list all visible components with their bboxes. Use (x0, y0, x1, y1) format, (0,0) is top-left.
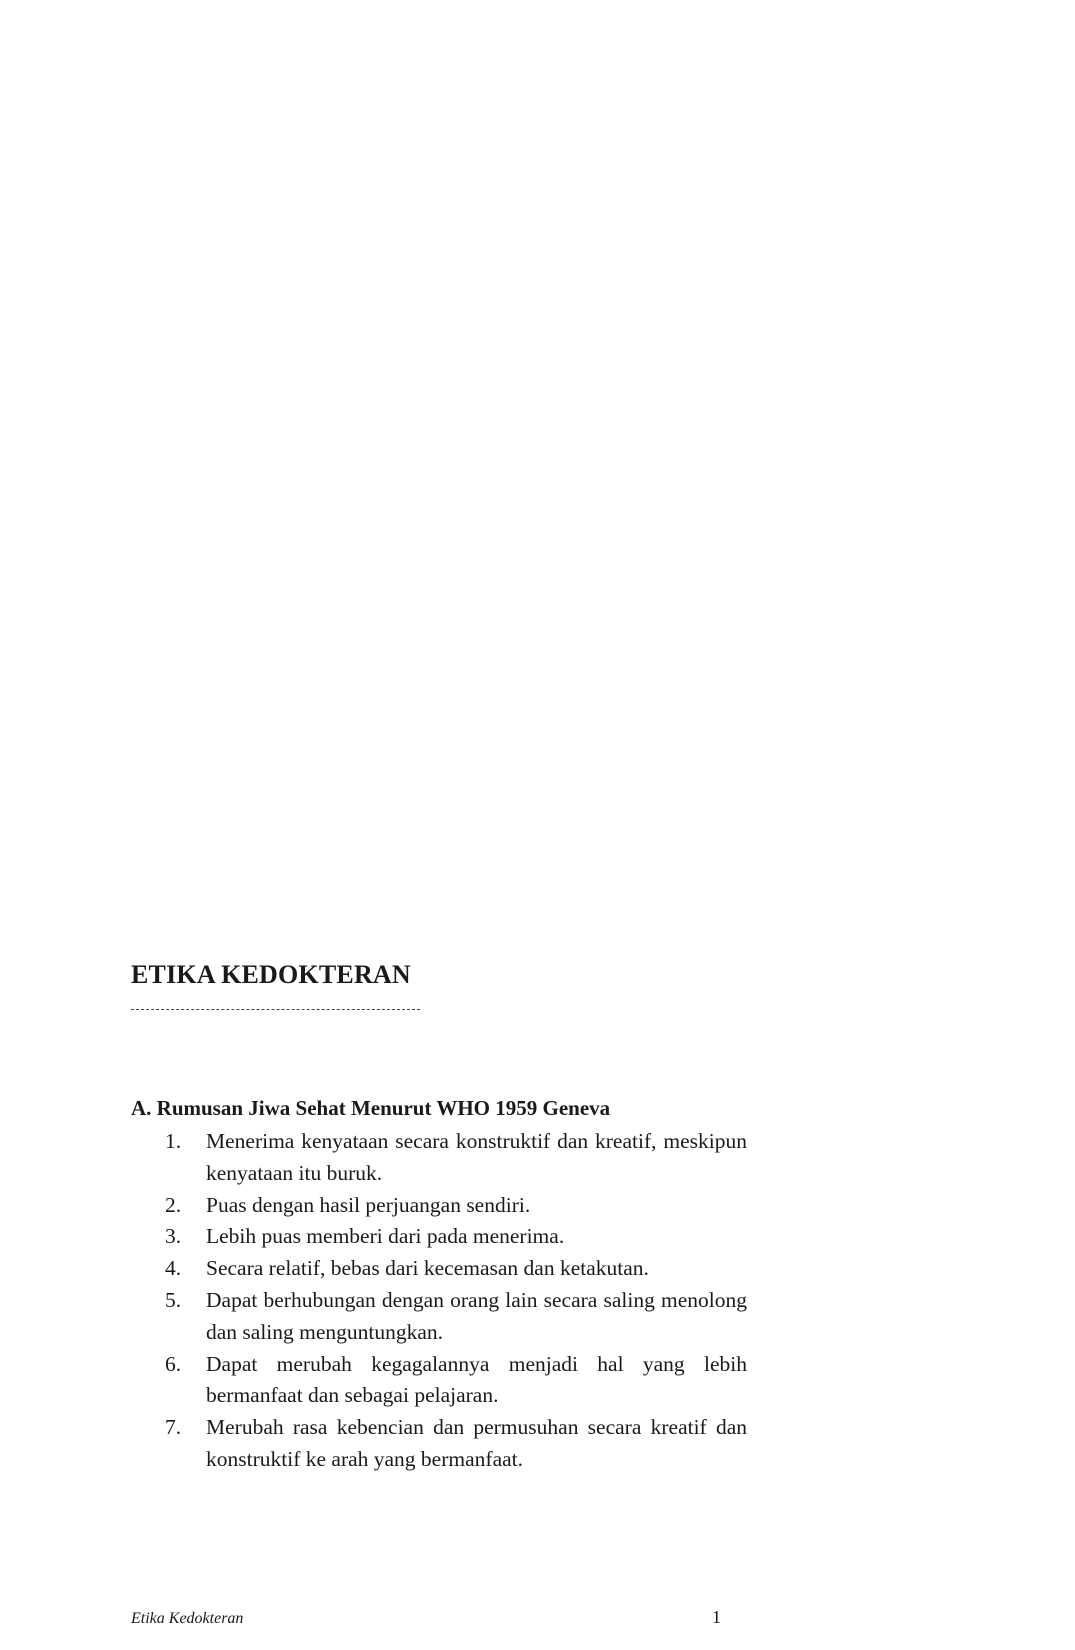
criteria-list (165, 1126, 747, 1476)
chapter-title: ETIKA KEDOKTERAN (131, 960, 411, 989)
list-item (165, 1190, 747, 1222)
list-item-number: 7. (165, 1415, 182, 1440)
title-dashed-rule (131, 1009, 420, 1010)
list-item-number: 2. (165, 1192, 182, 1217)
page-number: 1 (712, 1607, 721, 1627)
list-item-text: Merubah rasa kebencian dan permusuhan secara kreatif dan konstruktif ke arah yang bermanfaat. (206, 1415, 747, 1471)
footer-running-title: Etika Kedokteran (131, 1610, 244, 1627)
list-item-text: Lebih puas memberi dari pada menerima. (206, 1224, 565, 1249)
list-item (165, 1221, 747, 1253)
list-item-number: 6. (165, 1351, 182, 1376)
list-item-text: Menerima kenyataan secara konstruktif dan kreatif, meskipun kenyataan itu buruk. (206, 1129, 747, 1185)
list-item-text: Puas dengan hasil perjuangan sendiri. (206, 1192, 531, 1217)
list-item-number: 3. (165, 1224, 182, 1249)
list-item-number: 5. (165, 1287, 182, 1312)
list-item (165, 1285, 747, 1349)
section-heading: A. Rumusan Jiwa Sehat Menurut WHO 1959 Geneva (131, 1096, 611, 1120)
list-item-text: Secara relatif, bebas dari kecemasan dan ketakutan. (206, 1256, 649, 1281)
list-item (165, 1412, 747, 1476)
list-item (165, 1126, 747, 1190)
list-item (165, 1253, 747, 1285)
list-item (165, 1349, 747, 1413)
list-item-number: 4. (165, 1256, 182, 1281)
list-item-text: Dapat berhubungan dengan orang lain secara saling menolong dan saling menguntungkan. (206, 1287, 747, 1344)
list-item-text: Dapat merubah kegagalannya menjadi hal yang lebih bermanfaat dan sebagai pelajaran. (206, 1351, 747, 1408)
list-item-number: 1. (165, 1129, 182, 1153)
